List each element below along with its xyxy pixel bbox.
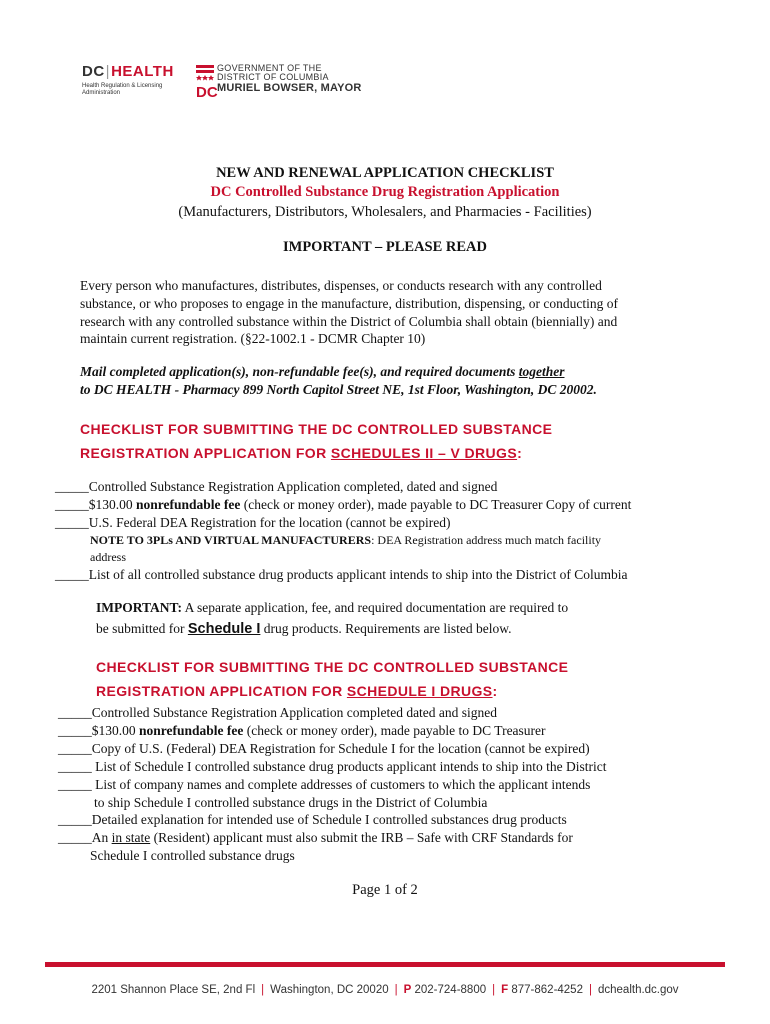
checklist-item: _____ List of Schedule I controlled substance drug products applicant intends to ship into the District <box>58 759 607 774</box>
item-text: _____An <box>58 830 112 845</box>
footer-divider <box>45 962 725 967</box>
fax-label: F <box>501 984 509 996</box>
important-text: drug products. Requirements are listed below. <box>260 621 512 636</box>
checklist-item <box>58 829 573 847</box>
footer-separator: | <box>492 984 496 996</box>
important-text: A separate application, fee, and required documentation are required to <box>182 600 569 615</box>
item-text: _____$130.00 <box>58 723 139 738</box>
item-text: (Resident) applicant must also submit the IRB – Safe with CRF Standards for <box>150 830 573 845</box>
item-text: (check or money order), made payable to DC Treasurer Copy of current <box>240 497 632 512</box>
logo-health-text: HEALTH <box>111 63 174 80</box>
footer-separator: | <box>394 984 398 996</box>
footer-phone: 202-724-8800 <box>414 984 487 996</box>
gov-mayor: MURIEL BOWSER, MAYOR <box>217 82 362 94</box>
checklist-item <box>58 722 546 740</box>
schedule-1-label: Schedule I <box>187 621 261 637</box>
checklist-item: _____List of all controlled substance drug products applicant intends to ship into the District of Columbia <box>55 567 628 582</box>
section2-heading-line2: REGISTRATION APPLICATION FOR <box>96 682 347 699</box>
footer-fax: 877-862-4252 <box>511 984 583 996</box>
footer-contact <box>0 984 770 996</box>
doc-title: NEW AND RENEWAL APPLICATION CHECKLIST <box>216 165 554 181</box>
checklist-item <box>55 496 631 514</box>
checklist-item: _____U.S. Federal DEA Registration for the location (cannot be expired) <box>55 515 451 530</box>
item-bold: nonrefundable fee <box>139 723 244 738</box>
footer-city: Washington, DC 20020 <box>270 984 389 996</box>
footer-address: 2201 Shannon Place SE, 2nd Fl <box>91 984 256 996</box>
section1-heading <box>80 418 552 465</box>
checklist-item: _____Controlled Substance Registration Application completed, dated and signed <box>55 479 498 494</box>
footer-separator: | <box>588 984 592 996</box>
note-bold: NOTE TO 3PLs AND VIRTUAL MANUFACTURERS <box>90 533 372 547</box>
doc-scope: (Manufacturers, Distributors, Wholesalers, and Pharmacies - Facilities) <box>178 204 592 220</box>
svg-text:DC: DC <box>196 84 218 101</box>
dc-health-logo: DC|HEALTH Health Regulation & Licensing Administration <box>82 64 192 97</box>
section2-colon: : <box>492 682 498 699</box>
section2-heading <box>96 656 568 703</box>
mail-instructions <box>80 363 720 399</box>
item-text: _____$130.00 <box>55 497 136 512</box>
intro-line: research with any controlled substance within the District of Columbia shall obtain (biennially) and <box>80 313 618 329</box>
checklist-item-cont: to ship Schedule I controlled substance drugs in the District of Columbia <box>94 795 488 810</box>
intro-line: maintain current registration. (§22-1002.1 - DCMR Chapter 10) <box>80 331 426 347</box>
checklist-item-cont: Schedule I controlled substance drugs <box>90 848 295 863</box>
dc-flag-icon <box>195 64 218 101</box>
schedule1-important-note <box>96 597 568 640</box>
checklist-item: _____Controlled Substance Registration Application completed dated and signed <box>58 705 498 720</box>
section1-heading-line1: CHECKLIST FOR SUBMITTING THE DC CONTROLLED SUBSTANCE <box>80 421 553 437</box>
section1-heading-line2: REGISTRATION APPLICATION FOR <box>80 444 331 461</box>
dc-government-logo <box>195 63 362 101</box>
item-underline: in state <box>111 830 151 845</box>
note-text: : DEA Registration address much match facility <box>371 533 602 547</box>
note-3pl-line2: address <box>90 550 126 564</box>
important-label: IMPORTANT: <box>96 600 183 615</box>
section1-schedules: SCHEDULES II – V DRUGS <box>330 444 518 461</box>
section1-colon: : <box>517 444 523 461</box>
checklist-item: _____ List of company names and complete addresses of customers to which the applicant intends <box>58 777 591 792</box>
item-bold: nonrefundable fee <box>136 497 241 512</box>
item-text: (check or money order), made payable to DC Treasurer <box>243 723 546 738</box>
logo-dc-text: DC <box>82 63 105 80</box>
note-3pl <box>90 532 601 549</box>
checklist-item: _____Copy of U.S. (Federal) DEA Registration for Schedule I for the location (cannot be expired) <box>58 741 590 756</box>
mail-line-1: Mail completed application(s), non-refundable fee(s), and required documents <box>80 364 519 379</box>
section2-schedule: SCHEDULE I DRUGS <box>346 682 493 699</box>
phone-label: P <box>403 984 412 996</box>
mail-together: together <box>518 364 565 379</box>
important-heading: IMPORTANT – PLEASE READ <box>283 239 487 255</box>
checklist-item: _____Detailed explanation for intended use of Schedule I controlled substances drug products <box>58 812 567 827</box>
section2-heading-line1: CHECKLIST FOR SUBMITTING THE DC CONTROLLED SUBSTANCE <box>96 659 569 675</box>
important-text: be submitted for <box>96 621 188 636</box>
gov-line-2: DISTRICT OF COLUMBIA <box>217 72 329 82</box>
page-number: Page 1 of 2 <box>352 882 418 898</box>
footer-separator: | <box>261 984 265 996</box>
intro-line: Every person who manufactures, distributes, dispenses, or conducts research with any controlled <box>80 278 602 293</box>
intro-paragraph <box>80 277 690 348</box>
footer-website[interactable]: dchealth.dc.gov <box>597 984 679 996</box>
gov-line-1: GOVERNMENT OF THE <box>217 63 322 73</box>
mail-line-2: to DC HEALTH - Pharmacy 899 North Capitol Street NE, 1st Floor, Washington, DC 20002. <box>80 382 597 397</box>
logo-subtitle: Health Regulation & Licensing Administration <box>82 83 163 96</box>
intro-line: substance, or who proposes to engage in the manufacture, distribution, dispensing, or conducting of <box>80 295 619 311</box>
doc-subtitle: DC Controlled Substance Drug Registration Application <box>210 184 560 200</box>
